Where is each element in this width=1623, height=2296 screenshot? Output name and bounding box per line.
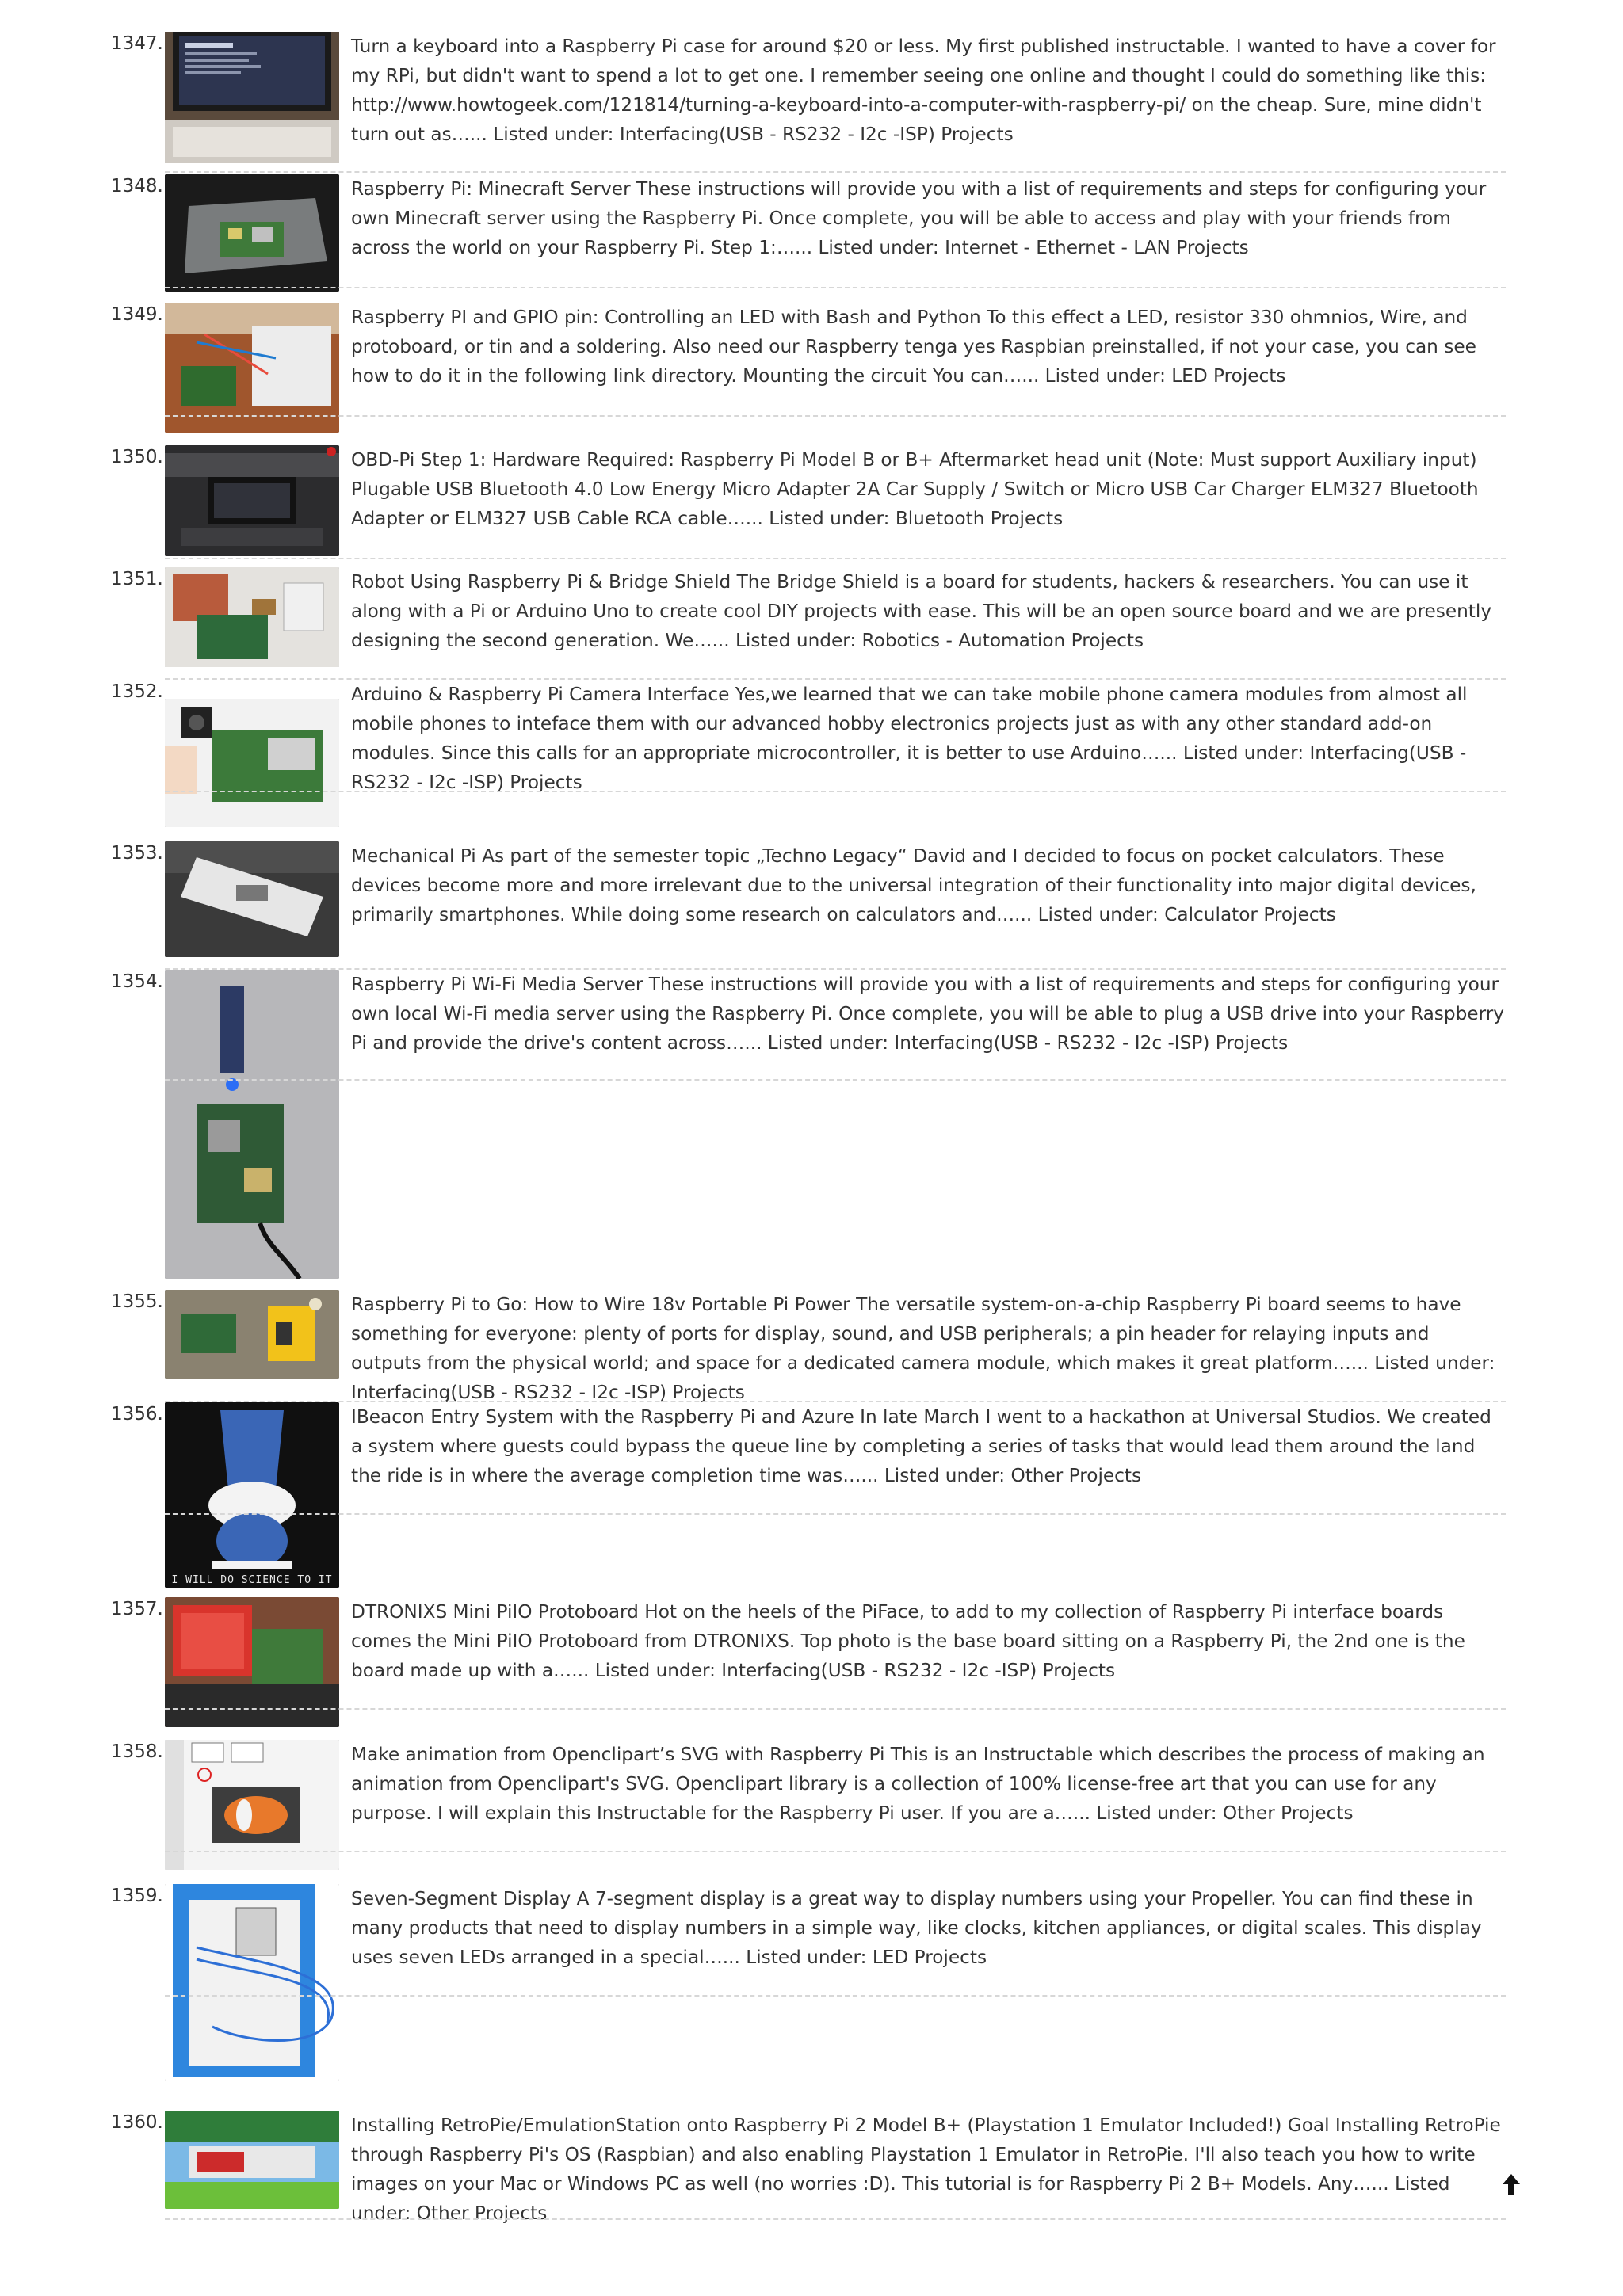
item-number: 1349. <box>111 304 163 325</box>
item-number: 1353. <box>111 843 163 864</box>
item-thumbnail[interactable] <box>165 1402 339 1588</box>
item-number: 1350. <box>111 447 163 467</box>
item-thumbnail[interactable] <box>165 1884 339 2081</box>
item-thumbnail[interactable] <box>165 970 339 1279</box>
item-number: 1357. <box>111 1599 163 1619</box>
item-description: Installing RetroPie/EmulationStation onto Raspberry Pi 2 Model B+ (Playstation 1 Emulator Included!) Goal Installing RetroPie through Raspberry Pi's OS (Raspbian) and also enabling Playstation 1 Emulator in RetroPie. I'll also teach you how to write images on your Mac or Windows PC as well (no worries :D). This tutorial is for Raspberry Pi 2 B+ Models. Any…... Listed under: Other Projects <box>351 2115 1501 2224</box>
item-thumbnail[interactable] <box>165 32 339 163</box>
item-thumbnail[interactable] <box>165 841 339 957</box>
item-divider <box>165 171 1506 173</box>
item-divider <box>165 2218 1506 2220</box>
item-description: Arduino & Raspberry Pi Camera Interface Yes,we learned that we can take mobile phone camera modules from almost all mobile phones to inteface them with our advanced hobby electronics projects just as with any other standard add-on modules. Since this calls for an appropriate microcontroller, it is better to use Arduino…... Listed under: Interfacing(USB - RS232 - I2c -ISP) Projects <box>351 684 1468 793</box>
item-thumbnail[interactable] <box>165 567 339 667</box>
item-description: Seven-Segment Display A 7-segment display is a great way to display numbers using your Propeller. You can find these in many products that need to display numbers in a simple way, like clocks, kitchen appliances, or digital scales. This display uses seven LEDs arranged in a special…... Listed under: LED Projects <box>351 1888 1482 1968</box>
item-thumbnail[interactable] <box>165 2111 339 2209</box>
item-divider <box>165 1708 1506 1710</box>
item-description: IBeacon Entry System with the Raspberry Pi and Azure In late March I went to a hackathon at Universal Studios. We created a system where guests could bypass the queue line by completing a series of tasks that would lead them around the land the ride is in where the average completion time was…... Listed under: Other Projects <box>351 1406 1491 1486</box>
item-number: 1347. <box>111 33 163 54</box>
item-description: Raspberry Pi Wi-Fi Media Server These instructions will provide you with a list of requirements and steps for configuring your own local Wi-Fi media server using the Raspberry Pi. Once complete, you will be able to plug a USB drive into your Raspberry Pi and provide the drive's content across…... Listed under: Interfacing(USB - RS232 - I2c -ISP) Projects <box>351 974 1504 1054</box>
item-description: Make animation from Openclipart’s SVG with Raspberry Pi This is an Instructable which describes the process of making an animation from Openclipart's SVG. Openclipart library is a collection of 100% license-free art that you can use for any purpose. I will explain this Instructable for the Raspberry Pi user. If you are a…... Listed under: Other Projects <box>351 1744 1485 1824</box>
item-divider <box>165 1851 1506 1852</box>
item-thumbnail[interactable] <box>165 1290 339 1379</box>
item-divider <box>165 287 1506 288</box>
item-number: 1348. <box>111 176 163 196</box>
item-thumbnail[interactable] <box>165 445 339 556</box>
item-number: 1355. <box>111 1291 163 1312</box>
item-description: OBD-Pi Step 1: Hardware Required: Raspberry Pi Model B or B+ Aftermarket head unit (Note: Must support Auxiliary input) Plugable USB Bluetooth 4.0 Low Energy Micro Adapter 2A Car Supply / Switch or Micro USB Car Charger ELM327 Bluetooth Adapter or ELM327 USB Cable RCA cable…... Listed under: Bluetooth Projects <box>351 449 1479 529</box>
item-divider <box>165 1995 1506 1997</box>
item-divider <box>165 791 1506 792</box>
item-number: 1358. <box>111 1741 163 1762</box>
image-caption: I WILL DO SCIENCE TO IT <box>171 1574 333 1586</box>
arrow-up-icon <box>1501 2172 1522 2196</box>
item-thumbnail[interactable] <box>165 699 339 827</box>
item-divider <box>165 415 1506 417</box>
item-divider <box>165 1513 1506 1515</box>
item-number: 1351. <box>111 569 163 589</box>
item-description: Raspberry Pi to Go: How to Wire 18v Portable Pi Power The versatile system-on-a-chip Raspberry Pi board seems to have something for everyone: plenty of ports for display, sound, and USB peripherals; a pin header for relaying inputs and outputs from the physical world; and space for a dedicated camera module, which makes it great platform…... Listed under: Interfacing(USB - RS232 - I2c -ISP) Projects <box>351 1294 1495 1403</box>
item-thumbnail[interactable] <box>165 303 339 433</box>
item-number: 1360. <box>111 2112 163 2133</box>
item-description: Turn a keyboard into a Raspberry Pi case for around $20 or less. My first published instructable. I wanted to have a cover for my RPi, but didn't want to spend a lot to get one. I remember seeing one online and thought I could do something like this: http://www.howtogeek.com/121814/turning-a-keyboard-into-a-computer-with-raspberry-pi/ on the cheap. Sure, mine didn't turn out as…... Listed under: Interfacing(USB - RS232 - I2c -ISP) Projects <box>351 36 1496 145</box>
item-number: 1359. <box>111 1886 163 1906</box>
item-description: DTRONIXS Mini PiIO Protoboard Hot on the heels of the PiFace, to add to my collection of Raspberry Pi interface boards comes the Mini PiIO Protoboard from DTRONIXS. Top photo is the base board sitting on a Raspberry Pi, the 2nd one is the board made up with a…... Listed under: Interfacing(USB - RS232 - I2c -ISP) Projects <box>351 1601 1465 1681</box>
item-description: Robot Using Raspberry Pi & Bridge Shield The Bridge Shield is a board for students, hackers & researchers. You can use it along with a Pi or Arduino Uno to create cool DIY projects with ease. This will be an open source board and we are presently designing the second generation. We…... Listed under: Robotics - Automation Projects <box>351 571 1492 651</box>
cartoon-image <box>165 1402 339 1588</box>
item-description: Mechanical Pi As part of the semester topic „Techno Legacy“ David and I decided to focus on pocket calculators. These devices become more and more irrelevant due to the universal integration of their functionality into major digital devices, primarily smartphones. While doing some research on calculators and…... Listed under: Calculator Projects <box>351 845 1476 925</box>
item-description: Raspberry PI and GPIO pin: Controlling an LED with Bash and Python To this effect a LED, resistor 330 ohmnios, Wire, and protoboard, or tin and a soldering. Also need our Raspberry tenga yes Raspbian preinstalled, if not your case, you can see how to do it in the following link directory. Mounting the circuit You can…... Listed under: LED Projects <box>351 307 1476 387</box>
item-divider <box>165 1079 1506 1081</box>
item-number: 1352. <box>111 681 163 702</box>
item-thumbnail[interactable] <box>165 174 339 292</box>
item-number: 1354. <box>111 971 163 992</box>
item-number: 1356. <box>111 1404 163 1425</box>
item-description: Raspberry Pi: Minecraft Server These instructions will provide you with a list of requirements and steps for configuring your own Minecraft server using the Raspberry Pi. Once complete, you will be able to access and play with your friends from across the world on your Raspberry Pi. Step 1:…... Listed under: Internet - Ethernet - LAN Projects <box>351 178 1487 258</box>
back-to-top-button[interactable] <box>1501 2172 1522 2196</box>
item-divider <box>165 558 1506 559</box>
